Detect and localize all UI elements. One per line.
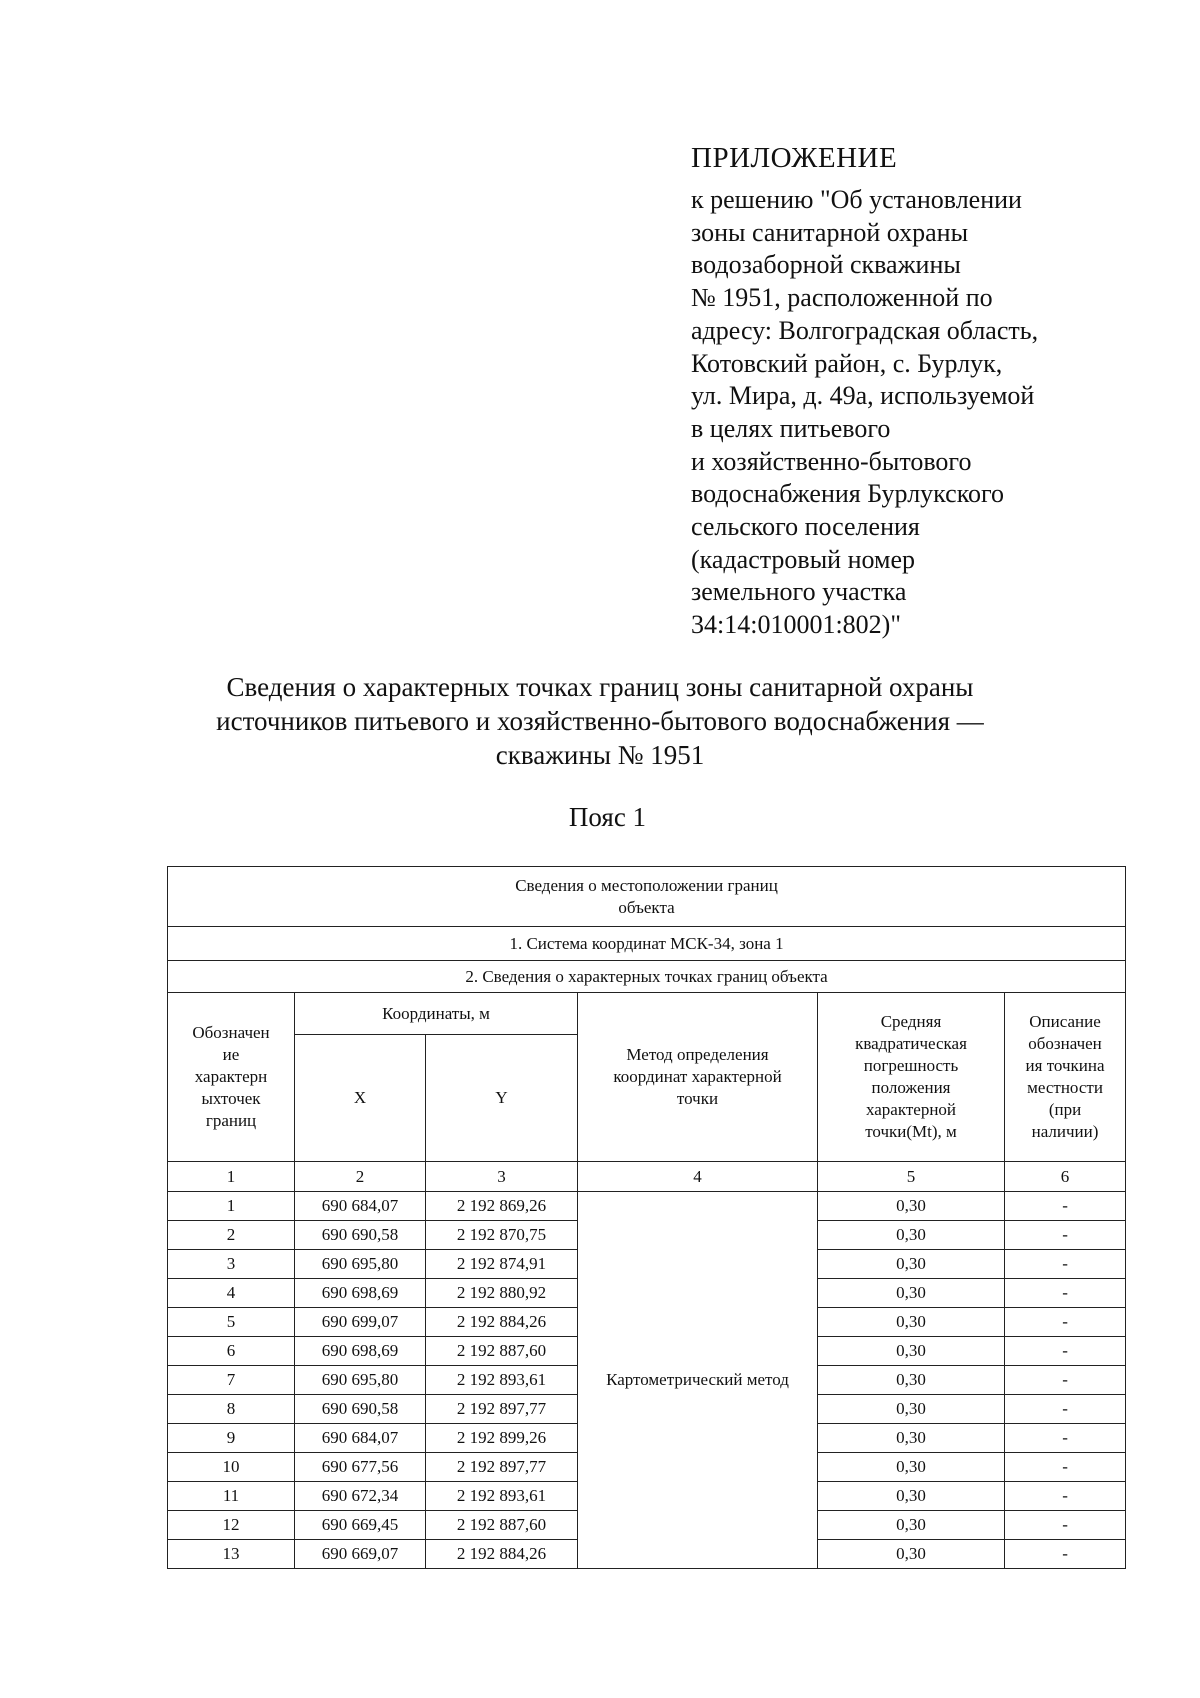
mt-value: 0,30 [818,1279,1005,1308]
x-value: 690 695,80 [295,1366,426,1395]
x-value: 690 690,58 [295,1221,426,1250]
description-value: - [1005,1395,1126,1424]
y-value: 2 192 874,91 [426,1250,578,1279]
appendix-line: сельского поселения [691,512,920,542]
point-number: 2 [168,1221,295,1250]
header-line: местности [1027,1078,1103,1097]
appendix-line: ул. Мира, д. 49а, используемой [691,381,1035,411]
appendix-line: № 1951, расположенной по [691,283,993,313]
location-info-line: Сведения о местоположении границ [515,875,778,895]
designation-header [168,993,295,1162]
description-value: - [1005,1482,1126,1511]
point-number: 5 [168,1308,295,1337]
error-header [818,993,1005,1162]
x-value: 690 672,34 [295,1482,426,1511]
appendix-line: к решению "Об установлении [691,185,1022,214]
points-caption-cell: 2. Сведения о характерных точках границ объекта [168,961,1126,993]
x-value: 690 684,07 [295,1424,426,1453]
y-value: 2 192 897,77 [426,1453,578,1482]
header-line: наличии) [1031,1122,1099,1141]
mt-value: 0,30 [818,1540,1005,1569]
header-line: квадратическая [855,1034,967,1053]
appendix-line: и хозяйственно-бытового [691,446,972,476]
heading-line: Сведения о характерных точках границ зоны санитарной охраны [226,672,974,702]
point-number: 12 [168,1511,295,1540]
header-line: ыхточек [201,1089,261,1108]
description-value: - [1005,1540,1126,1569]
table-points-caption-row [168,961,1126,993]
method-value: Картометрический метод [578,1192,818,1569]
x-value: 690 677,56 [295,1453,426,1482]
column-number: 1 [168,1162,295,1192]
table-info-row [168,867,1126,927]
column-number: 5 [818,1162,1005,1192]
description-value: - [1005,1308,1126,1337]
mt-value: 0,30 [818,1192,1005,1221]
x-value: 690 698,69 [295,1279,426,1308]
y-value: 2 192 887,60 [426,1511,578,1540]
header-line: Обозначен [192,1023,270,1042]
point-number: 4 [168,1279,295,1308]
y-value: 2 192 887,60 [426,1337,578,1366]
description-value: - [1005,1511,1126,1540]
y-value: 2 192 893,61 [426,1482,578,1511]
location-info-line: объекта [618,897,675,917]
mt-value: 0,30 [818,1221,1005,1250]
appendix-block [691,140,1151,642]
point-number: 9 [168,1424,295,1453]
y-value: 2 192 893,61 [426,1366,578,1395]
appendix-line: адресу: Волгоградская область, [691,315,1039,345]
description-value: - [1005,1192,1126,1221]
description-value: - [1005,1453,1126,1482]
header-line: границ [205,1111,257,1130]
y-value: 2 192 884,26 [426,1308,578,1337]
column-number-row [168,1162,1126,1192]
appendix-line: (кадастровый номер [691,544,915,574]
column-number: 6 [1005,1162,1126,1192]
x-value: 690 690,58 [295,1395,426,1424]
table-row [168,1192,1126,1221]
y-value: 2 192 869,26 [426,1192,578,1221]
description-value: - [1005,1279,1126,1308]
mt-value: 0,30 [818,1453,1005,1482]
y-value: 2 192 884,26 [426,1540,578,1569]
mt-value: 0,30 [818,1511,1005,1540]
x-value: 690 669,07 [295,1540,426,1569]
mt-value: 0,30 [818,1250,1005,1279]
coordinates-header: Координаты, м [295,993,578,1035]
header-line: характерной [865,1100,957,1119]
heading-line: источников питьевого и хозяйственно-бытового водоснабжения — [216,706,984,736]
column-number: 4 [578,1162,818,1192]
header-line: Средняя [880,1012,942,1031]
point-number: 1 [168,1192,295,1221]
description-value: - [1005,1250,1126,1279]
description-value: - [1005,1337,1126,1366]
y-value: 2 192 897,77 [426,1395,578,1424]
point-number: 3 [168,1250,295,1279]
header-line: Описание [1029,1012,1101,1031]
x-header: X [295,1035,426,1162]
header-line: положения [871,1078,951,1097]
point-number: 6 [168,1337,295,1366]
method-header [578,993,818,1162]
y-value: 2 192 870,75 [426,1221,578,1250]
point-number: 10 [168,1453,295,1482]
header-line: ия точкина [1025,1056,1105,1075]
description-value: - [1005,1366,1126,1395]
column-number: 2 [295,1162,426,1192]
y-value: 2 192 880,92 [426,1279,578,1308]
mt-value: 0,30 [818,1395,1005,1424]
appendix-line: в целях питьевого [691,413,891,443]
appendix-title: ПРИЛОЖЕНИЕ [691,142,898,174]
appendix-line: земельного участка [691,577,907,607]
point-number: 13 [168,1540,295,1569]
header-line: точки(Mt), м [865,1122,957,1141]
description-value: - [1005,1221,1126,1250]
table-header-row [168,993,1126,1035]
point-number: 11 [168,1482,295,1511]
header-line: погрешность [863,1056,959,1075]
x-value: 690 684,07 [295,1192,426,1221]
location-info-cell [168,867,1126,927]
appendix-line: зоны санитарной охраны [691,217,969,247]
coordinates-table [167,866,1126,1569]
y-value: 2 192 899,26 [426,1424,578,1453]
mt-value: 0,30 [818,1366,1005,1395]
description-header [1005,993,1126,1162]
header-line: обозначен [1028,1034,1102,1053]
table-system-row [168,927,1126,961]
coordinate-system-cell: 1. Система координат МСК-34, зона 1 [168,927,1126,961]
zone-title: Пояс 1 [568,802,647,832]
heading-line: скважины № 1951 [495,740,705,770]
y-header: Y [426,1035,578,1162]
point-number: 8 [168,1395,295,1424]
appendix-line: 34:14:010001:802)" [691,610,901,640]
description-value: - [1005,1424,1126,1453]
x-value: 690 669,45 [295,1511,426,1540]
point-number: 7 [168,1366,295,1395]
x-value: 690 699,07 [295,1308,426,1337]
header-line: ие [222,1045,240,1064]
appendix-line: водозаборной скважины [691,250,961,280]
mt-value: 0,30 [818,1337,1005,1366]
header-line: точки [676,1089,719,1108]
appendix-line: Котовский район, с. Бурлук, [691,348,1003,378]
x-value: 690 695,80 [295,1250,426,1279]
appendix-line: водоснабжения Бурлукского [691,479,1005,509]
mt-value: 0,30 [818,1308,1005,1337]
header-line: (при [1048,1100,1082,1119]
column-number: 3 [426,1162,578,1192]
mt-value: 0,30 [818,1424,1005,1453]
header-line: Метод определения [626,1045,769,1064]
header-line: характерн [194,1067,268,1086]
mt-value: 0,30 [818,1482,1005,1511]
x-value: 690 698,69 [295,1337,426,1366]
header-line: координат характерной [613,1067,782,1086]
document-heading [170,670,1030,772]
